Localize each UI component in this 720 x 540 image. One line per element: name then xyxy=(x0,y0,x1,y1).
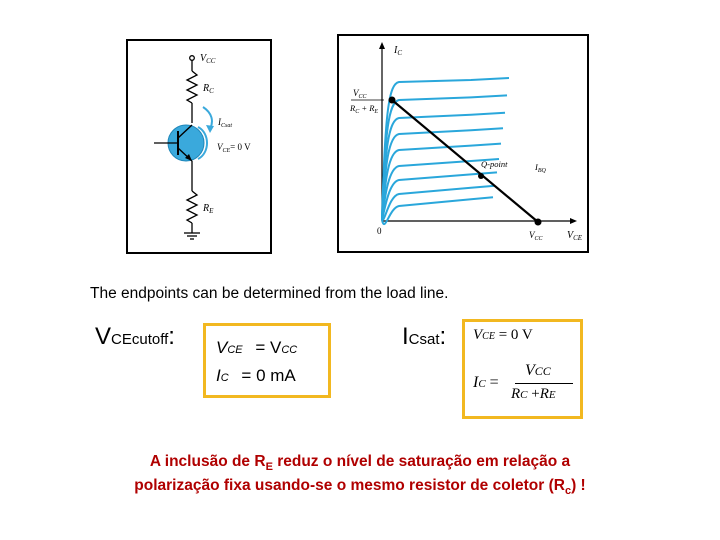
vce-zero-label: $V_{CE}= 0$ V xyxy=(217,142,251,154)
saturation-equations-box xyxy=(462,319,583,419)
origin-label: 0 xyxy=(377,226,382,236)
circuit-diagram xyxy=(128,41,270,252)
ibq-label: $I_{BQ}$ xyxy=(535,162,546,174)
vce-intercept-point xyxy=(535,219,542,226)
intro-text: The endpoints can be determined from the load line. xyxy=(90,285,449,302)
circuit-figure xyxy=(126,39,272,254)
ib-curve xyxy=(382,197,493,224)
conclusion-line-1: A inclusão de $R_E$ reduz o nível de saturação em relação a xyxy=(149,453,571,474)
ic-sat-label: $I_Csat$ xyxy=(218,117,233,129)
sat-eq2-numerator: VCC xyxy=(525,362,551,379)
q-point xyxy=(478,173,484,179)
ic-intercept-denominator: $R_C + R_E$ xyxy=(350,103,379,115)
cutoff-eq2: IC = 0 mA xyxy=(216,366,296,385)
re-label: $R_E$ xyxy=(203,203,214,215)
cutoff-eq1: VCE = VCC xyxy=(216,338,298,357)
vce-cutoff-colon: : xyxy=(168,323,175,350)
x-axis-label: $V_{CE}$ xyxy=(567,230,583,242)
ib-curve xyxy=(382,144,501,220)
vcc-label: $V_{CC}$ xyxy=(200,53,216,65)
ic-intercept-point xyxy=(389,97,396,104)
q-point-label: Q-point xyxy=(481,159,508,169)
sat-eq2-denominator: RC +RE xyxy=(511,386,556,402)
rc-label: $R_C$ xyxy=(203,83,214,95)
cutoff-equations-box xyxy=(203,323,331,398)
vcc-terminal xyxy=(190,56,195,61)
ic-sat-label xyxy=(402,323,446,351)
ib-curve xyxy=(382,172,497,220)
load-line-graph xyxy=(337,34,589,253)
sat-eq2-fraction-bar xyxy=(515,383,573,384)
vce-cutoff-label xyxy=(95,323,175,351)
conclusion-line-2: polarização fixa usando-se o mesmo resistor de coletor $(R_c)$ ! xyxy=(134,477,586,498)
ic-sat-colon: : xyxy=(439,323,447,350)
y-axis-label: $I_C$ xyxy=(394,45,403,57)
ic-sat-symbol: I xyxy=(402,323,409,350)
collector-curves xyxy=(382,78,509,224)
ic-intercept-numerator: $V_{CC}$ xyxy=(353,88,367,100)
vce-cutoff-subscript: CEcutoff xyxy=(111,331,169,348)
ic-sat-subscript: Csat xyxy=(408,331,440,348)
sat-eq1: VCE = 0 V xyxy=(473,327,533,343)
characteristics-plot xyxy=(339,36,587,251)
vce-cutoff-symbol: V xyxy=(95,323,112,350)
sat-eq2-lhs: IC = xyxy=(473,374,499,391)
vce-intercept-label: $V_{CC}$ xyxy=(529,230,543,242)
re-resistor xyxy=(187,191,197,223)
rc-resistor xyxy=(187,71,197,103)
